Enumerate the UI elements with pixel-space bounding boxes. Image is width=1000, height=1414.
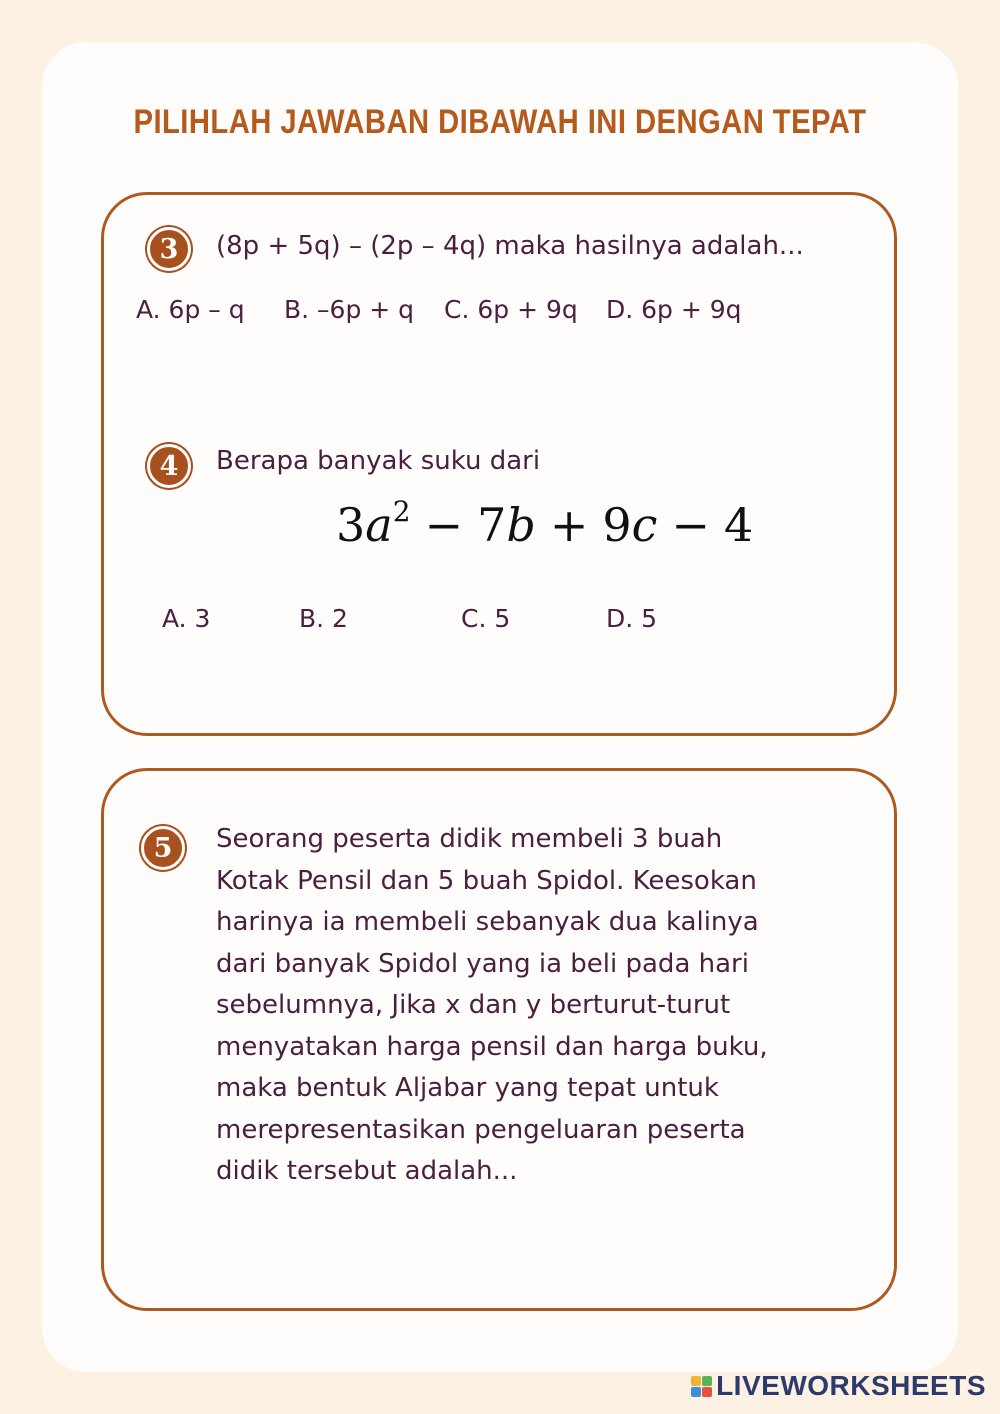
liveworksheets-logo-icon bbox=[691, 1376, 712, 1397]
question-4-option-b[interactable]: B. 2 bbox=[299, 604, 348, 633]
question-5-line: maka bentuk Aljabar yang tepat untuk bbox=[216, 1073, 719, 1103]
liveworksheets-brand[interactable] bbox=[691, 1370, 986, 1402]
question-3-option-b[interactable]: B. –6p + q bbox=[284, 295, 415, 324]
logo-square bbox=[691, 1387, 701, 1397]
question-5-line: menyatakan harga pensil dan harga buku, bbox=[216, 1031, 768, 1062]
logo-square bbox=[702, 1387, 712, 1397]
question-number-4-badge: 4 bbox=[147, 444, 191, 488]
question-3-prompt: (8p + 5q) – (2p – 4q) maka hasilnya adalah... bbox=[216, 231, 804, 261]
question-5-line: Kotak Pensil dan 5 buah Spidol. Keesokan bbox=[216, 865, 757, 896]
question-5-line: Seorang peserta didik membeli 3 buah bbox=[216, 824, 723, 854]
question-5-line: harinya ia membeli sebanyak dua kalinya bbox=[216, 907, 759, 937]
logo-square bbox=[691, 1376, 701, 1386]
question-4-prompt: Berapa banyak suku dari bbox=[216, 446, 541, 476]
question-3-option-c[interactable]: C. 6p + 9q bbox=[444, 295, 578, 324]
liveworksheets-wordmark: LIVEWORKSHEETS bbox=[716, 1370, 986, 1401]
question-4-option-a[interactable]: A. 3 bbox=[162, 604, 211, 633]
question-5-line: didik tersebut adalah... bbox=[216, 1156, 518, 1186]
question-3-option-d[interactable]: D. 6p + 9q bbox=[606, 295, 742, 324]
question-number-3-badge: 3 bbox=[147, 227, 191, 271]
question-5-line: sebelumnya, Jika x dan y berturut-turut bbox=[216, 990, 731, 1020]
question-5-line: dari banyak Spidol yang ia beli pada hari bbox=[216, 948, 749, 979]
question-4-option-d[interactable]: D. 5 bbox=[606, 604, 658, 633]
question-5-line: merepresentasikan pengeluaran peserta bbox=[216, 1114, 746, 1145]
page-title: PILIHLAH JAWABAN DIBAWAH INI DENGAN TEPAT bbox=[133, 103, 867, 141]
question-3-option-a[interactable]: A. 6p – q bbox=[136, 295, 245, 324]
question-4-option-c[interactable]: C. 5 bbox=[461, 604, 511, 633]
question-number-5-badge: 5 bbox=[141, 826, 185, 870]
question-4-formula: $3a^2 - 7b + 9c - 4$ bbox=[336, 495, 754, 552]
logo-square bbox=[702, 1376, 712, 1386]
question-5-text bbox=[216, 819, 826, 1193]
